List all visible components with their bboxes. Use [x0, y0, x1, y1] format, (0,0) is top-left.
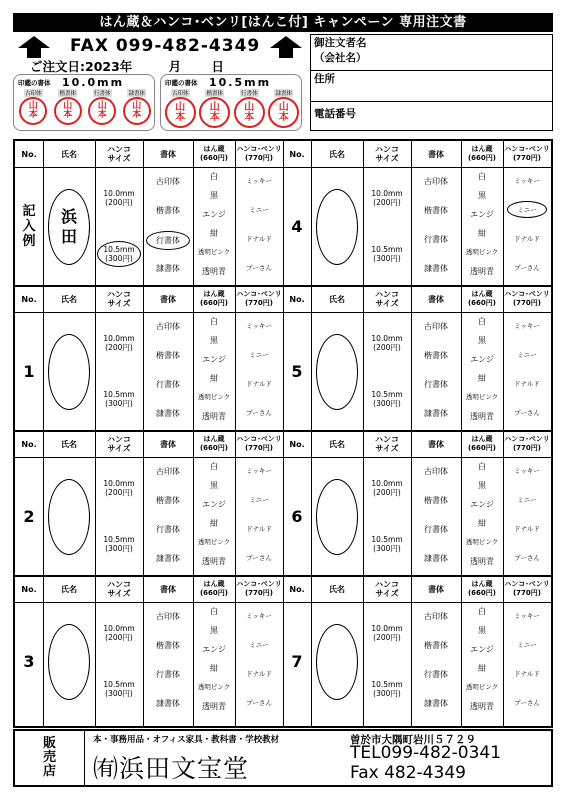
character-option[interactable]: プーさん	[514, 554, 540, 562]
header-hanzo: はん蔵 (660円)	[199, 145, 228, 162]
character-option[interactable]: ドナルド	[246, 525, 272, 533]
color-option[interactable]: 黒	[210, 626, 218, 635]
font-option[interactable]: 古印体	[156, 612, 180, 621]
header-benri: ハンコ･ベンリ (770円)	[504, 435, 550, 452]
header-benri: ハンコ･ベンリ (770円)	[504, 290, 550, 307]
address-label: 住所	[314, 73, 335, 85]
orderer-label: 御注文者名	[314, 37, 367, 49]
order-date-label: ご注文日:2023年	[30, 59, 133, 74]
shop-tel: TEL099-482-0341	[350, 743, 502, 763]
color-option[interactable]: 黒	[210, 336, 218, 345]
sample-font-label: 行書体	[93, 91, 111, 97]
name-oval[interactable]	[316, 479, 358, 555]
header-font: 書体	[160, 439, 176, 449]
character-option[interactable]: ドナルド	[246, 380, 272, 388]
color-option[interactable]: 透明青	[202, 557, 226, 566]
font-option[interactable]: 行書体	[424, 235, 448, 244]
color-option[interactable]: 透明青	[470, 412, 494, 421]
size-option-10-5mm[interactable]: 10.5mm (300円)	[103, 680, 135, 698]
header-hanzo: はん蔵 (660円)	[199, 580, 228, 597]
font-option[interactable]: 隷書体	[156, 699, 180, 708]
sample-font-label: 楷書体	[206, 91, 223, 97]
font-option[interactable]: 行書体	[424, 670, 448, 679]
header-name: 氏名	[329, 439, 345, 449]
fax-line	[18, 36, 308, 58]
header-benri: ハンコ･ベンリ (770円)	[236, 290, 282, 307]
size-option-10mm[interactable]: 10.0mm (200円)	[371, 189, 403, 207]
character-option[interactable]: ミッキー	[246, 467, 272, 475]
color-option[interactable]: 紺	[210, 664, 218, 673]
character-option[interactable]: ミニー	[517, 351, 537, 359]
stamp-sample: 山 本	[19, 97, 47, 125]
font-option[interactable]: 行書体	[156, 670, 180, 679]
row-number: 5	[291, 362, 303, 381]
character-option[interactable]: プーさん	[246, 699, 272, 707]
size-option-10mm[interactable]: 10.0mm (200円)	[103, 189, 135, 207]
header-hanzo: はん蔵 (660円)	[467, 435, 496, 452]
name-oval[interactable]: 浜 田	[48, 189, 90, 265]
fax-number: FAX 099-482-4349	[70, 36, 261, 56]
color-option[interactable]: 黒	[478, 626, 486, 635]
size-option-10mm[interactable]: 10.0mm (200円)	[371, 334, 403, 352]
color-option[interactable]: 黒	[210, 191, 218, 200]
order-table	[13, 139, 553, 728]
color-option[interactable]: 紺	[210, 519, 218, 528]
font-sample-10-5mm	[160, 74, 302, 131]
sample-font-label: 行書体	[240, 91, 258, 97]
size-option-10mm[interactable]: 10.0mm (200円)	[103, 624, 135, 642]
font-option[interactable]: 古印体	[156, 467, 180, 476]
font-option[interactable]: 古印体	[156, 177, 180, 186]
font-option[interactable]: 行書体	[146, 231, 190, 250]
size-option-10-5mm[interactable]: 10.5mm (300円)	[103, 535, 135, 553]
size-option-10-5mm[interactable]: 10.5mm (300円)	[103, 390, 135, 408]
header-benri: ハンコ･ベンリ (770円)	[504, 580, 550, 597]
order-month-label: 月	[168, 59, 182, 74]
character-option[interactable]: ミニー	[517, 641, 537, 649]
header-benri: ハンコ･ベンリ (770円)	[236, 435, 282, 452]
header-benri: ハンコ･ベンリ (770円)	[236, 580, 282, 597]
sample-title: 印鑑の書体	[18, 79, 51, 87]
font-option[interactable]: 行書体	[156, 380, 180, 389]
font-option[interactable]: 楷書体	[424, 206, 448, 215]
header-font: 書体	[428, 294, 444, 304]
color-option[interactable]: エンジ	[202, 355, 226, 364]
stamp-sample: 山 本	[54, 97, 82, 125]
header-no: No.	[289, 439, 305, 449]
font-option[interactable]: 隷書体	[424, 699, 448, 708]
character-option[interactable]: ミッキー	[246, 177, 272, 185]
name-oval[interactable]	[316, 624, 358, 700]
order-day-label: 日	[211, 59, 225, 74]
header-size: ハンコ サイズ	[375, 290, 399, 308]
character-option[interactable]: ミニー	[249, 351, 269, 359]
size-option-10mm[interactable]: 10.0mm (200円)	[371, 624, 403, 642]
color-option[interactable]: 白	[478, 462, 486, 471]
header-benri: ハンコ･ベンリ (770円)	[504, 145, 550, 162]
font-option[interactable]: 古印体	[424, 467, 448, 476]
header-name: 氏名	[61, 149, 77, 159]
sample-title: 印鑑の書体	[165, 79, 198, 87]
row-number: 1	[23, 362, 35, 381]
header-no: No.	[289, 149, 305, 159]
size-option-10mm[interactable]: 10.0mm (200円)	[371, 479, 403, 497]
name-oval[interactable]	[48, 624, 90, 700]
size-option-10mm[interactable]: 10.0mm (200円)	[103, 334, 135, 352]
header-font: 書体	[160, 294, 176, 304]
shop-name: ㈲浜田文宝堂	[93, 754, 250, 783]
header-no: No.	[21, 149, 37, 159]
phone-label: 電話番号	[314, 108, 356, 120]
header-name: 氏名	[61, 584, 77, 594]
size-option-10-5mm[interactable]: 10.5mm (300円)	[371, 245, 403, 263]
character-option[interactable]: ドナルド	[514, 235, 540, 243]
header-hanzo: はん蔵 (660円)	[467, 290, 496, 307]
sample-font-label: 古印体	[24, 91, 42, 97]
size-option-10-5mm[interactable]: 10.5mm (300円)	[371, 390, 403, 408]
character-option[interactable]: ドナルド	[246, 670, 272, 678]
address-field[interactable]	[311, 71, 552, 102]
character-option[interactable]: ミッキー	[514, 177, 540, 185]
header-name: 氏名	[61, 439, 77, 449]
color-option[interactable]: エンジ	[470, 355, 494, 364]
sample-font-label: 古印体	[171, 91, 189, 97]
company-label: （会社名）	[314, 52, 367, 64]
font-option[interactable]: 楷書体	[424, 496, 448, 505]
color-option[interactable]: エンジ	[202, 500, 226, 509]
color-option[interactable]: 黒	[478, 481, 486, 490]
sample-font-label: 楷書体	[59, 91, 76, 97]
header-size: ハンコ サイズ	[375, 435, 399, 453]
character-option[interactable]: ドナルド	[514, 670, 540, 678]
orderer-field[interactable]	[311, 35, 552, 71]
color-option[interactable]: 透明青	[470, 267, 494, 276]
color-option[interactable]: 透明青	[470, 702, 494, 711]
row-number: 7	[291, 652, 303, 671]
character-option[interactable]: ミニー	[249, 496, 269, 504]
stamp-sample: 山 本	[199, 97, 230, 128]
header-size: ハンコ サイズ	[107, 580, 131, 598]
color-option[interactable]: 透明ピンク	[465, 538, 499, 546]
color-option[interactable]: エンジ	[470, 645, 494, 654]
character-option[interactable]: ミッキー	[514, 612, 540, 620]
font-option[interactable]: 楷書体	[156, 496, 180, 505]
character-option[interactable]: ミッキー	[246, 322, 272, 330]
character-option[interactable]: プーさん	[514, 409, 540, 417]
color-option[interactable]: 透明ピンク	[465, 393, 499, 401]
color-option[interactable]: 透明ピンク	[465, 248, 499, 256]
font-option[interactable]: 楷書体	[424, 351, 448, 360]
color-option[interactable]: 透明ピンク	[465, 683, 499, 691]
customer-info-box	[310, 34, 553, 131]
header-no: No.	[21, 439, 37, 449]
shop-categories: 本・事務用品・オフィス家具・教科書・学校教材	[93, 735, 280, 745]
color-option[interactable]: 透明ピンク	[197, 393, 231, 401]
color-option[interactable]: 紺	[478, 374, 486, 383]
font-option[interactable]: 楷書体	[156, 351, 180, 360]
header-font: 書体	[160, 149, 176, 159]
character-option[interactable]: プーさん	[246, 409, 272, 417]
header-hanzo: はん蔵 (660円)	[199, 290, 228, 307]
font-option[interactable]: 行書体	[156, 525, 180, 534]
header-font: 書体	[428, 439, 444, 449]
color-option[interactable]: エンジ	[470, 210, 494, 219]
header-hanzo: はん蔵 (660円)	[199, 435, 228, 452]
order-date	[30, 57, 224, 75]
font-option[interactable]: 行書体	[424, 380, 448, 389]
font-option[interactable]: 楷書体	[424, 641, 448, 650]
font-option[interactable]: 隷書体	[156, 409, 180, 418]
row-number: 3	[23, 652, 35, 671]
character-option[interactable]: プーさん	[246, 264, 272, 272]
color-option[interactable]: 紺	[210, 374, 218, 383]
header-benri: ハンコ･ベンリ (770円)	[236, 145, 282, 162]
color-option[interactable]: エンジ	[202, 210, 226, 219]
size-option-10-5mm[interactable]: 10.5mm (300円)	[371, 680, 403, 698]
row-number: 6	[291, 507, 303, 526]
header-no: No.	[21, 584, 37, 594]
color-option[interactable]: 白	[210, 462, 218, 471]
size-option-10mm[interactable]: 10.0mm (200円)	[103, 479, 135, 497]
name-oval[interactable]	[316, 334, 358, 410]
name-oval[interactable]	[48, 334, 90, 410]
font-option[interactable]: 古印体	[424, 322, 448, 331]
character-option[interactable]: ドナルド	[246, 235, 272, 243]
header-size: ハンコ サイズ	[107, 145, 131, 163]
color-option[interactable]: エンジ	[202, 645, 226, 654]
shop-fax: Fax 482-4349	[350, 763, 466, 783]
color-option[interactable]: 白	[210, 607, 218, 616]
example-label: 記 入 例	[22, 204, 36, 249]
header-no: No.	[289, 294, 305, 304]
header-hanzo: はん蔵 (660円)	[467, 145, 496, 162]
color-option[interactable]: 透明青	[202, 702, 226, 711]
stamp-sample: 山 本	[123, 97, 151, 125]
character-option[interactable]: ドナルド	[514, 525, 540, 533]
header-no: No.	[21, 294, 37, 304]
color-option[interactable]: 透明青	[202, 412, 226, 421]
color-option[interactable]: 白	[478, 317, 486, 326]
stamp-sample: 山 本	[88, 97, 116, 125]
font-option[interactable]: 行書体	[424, 525, 448, 534]
font-option[interactable]: 楷書体	[156, 206, 180, 215]
character-option[interactable]: プーさん	[514, 264, 540, 272]
phone-field[interactable]	[311, 102, 552, 132]
header-name: 氏名	[329, 294, 345, 304]
color-option[interactable]: 透明ピンク	[197, 538, 231, 546]
stamp-sample: 山 本	[165, 97, 196, 128]
sample-size: 10.5mm	[209, 76, 272, 89]
header-hanzo: はん蔵 (660円)	[467, 580, 496, 597]
seller-label: 販 売 店	[15, 731, 85, 785]
seller-footer	[13, 729, 553, 787]
stamp-sample: 山 本	[234, 97, 265, 128]
character-option[interactable]: ミッキー	[514, 467, 540, 475]
character-option[interactable]: ミッキー	[246, 612, 272, 620]
header-font: 書体	[160, 584, 176, 594]
font-option[interactable]: 隷書体	[424, 409, 448, 418]
campaign-banner: はん蔵＆ハンコ･ベンリ[はんこ付] キャンペーン 専用注文書	[13, 13, 553, 32]
sample-font-label: 隷書体	[128, 91, 145, 97]
color-option[interactable]: 白	[210, 172, 218, 181]
row-number: 4	[291, 217, 303, 236]
font-option[interactable]: 古印体	[424, 612, 448, 621]
color-option[interactable]: 白	[478, 607, 486, 616]
font-option[interactable]: 古印体	[424, 177, 448, 186]
font-sample-10mm	[13, 74, 155, 131]
header-name: 氏名	[61, 294, 77, 304]
font-option[interactable]: 隷書体	[424, 554, 448, 563]
character-option[interactable]: ミニー	[507, 201, 547, 218]
sample-font-label: 隷書体	[275, 91, 292, 97]
header-size: ハンコ サイズ	[375, 580, 399, 598]
color-option[interactable]: 白	[210, 317, 218, 326]
font-option[interactable]: 楷書体	[156, 641, 180, 650]
color-option[interactable]: 透明ピンク	[197, 683, 231, 691]
character-option[interactable]: ミニー	[249, 641, 269, 649]
color-option[interactable]: 黒	[478, 191, 486, 200]
color-option[interactable]: 透明青	[470, 557, 494, 566]
font-option[interactable]: 隷書体	[156, 554, 180, 563]
color-option[interactable]: エンジ	[470, 500, 494, 509]
stamp-sample: 山 本	[268, 97, 299, 128]
header-size: ハンコ サイズ	[107, 435, 131, 453]
character-option[interactable]: ミッキー	[514, 322, 540, 330]
header-font: 書体	[428, 149, 444, 159]
color-option[interactable]: 紺	[210, 229, 218, 238]
font-option[interactable]: 隷書体	[156, 264, 180, 273]
color-option[interactable]: 紺	[478, 664, 486, 673]
font-option[interactable]: 古印体	[156, 322, 180, 331]
color-option[interactable]: 白	[478, 172, 486, 181]
color-option[interactable]: 透明青	[202, 267, 226, 276]
header-size: ハンコ サイズ	[375, 145, 399, 163]
color-option[interactable]: 透明ピンク	[197, 248, 231, 256]
character-option[interactable]: プーさん	[246, 554, 272, 562]
font-option[interactable]: 隷書体	[424, 264, 448, 273]
header-no: No.	[289, 584, 305, 594]
character-option[interactable]: ドナルド	[514, 380, 540, 388]
size-option-10-5mm[interactable]: 10.5mm (300円)	[97, 241, 141, 267]
shop-address: 曽於市大隅町岩川５７２９	[350, 734, 476, 746]
size-option-10-5mm[interactable]: 10.5mm (300円)	[371, 535, 403, 553]
header-name: 氏名	[329, 584, 345, 594]
character-option[interactable]: ミニー	[249, 206, 269, 214]
name-oval[interactable]	[48, 479, 90, 555]
color-option[interactable]: 紺	[478, 229, 486, 238]
color-option[interactable]: 紺	[478, 519, 486, 528]
name-oval[interactable]	[316, 189, 358, 265]
color-option[interactable]: 黒	[210, 481, 218, 490]
header-name: 氏名	[329, 149, 345, 159]
character-option[interactable]: プーさん	[514, 699, 540, 707]
character-option[interactable]: ミニー	[517, 496, 537, 504]
header-size: ハンコ サイズ	[107, 290, 131, 308]
row-number: 2	[23, 507, 35, 526]
header-font: 書体	[428, 584, 444, 594]
sample-size: 10.0mm	[62, 76, 125, 89]
color-option[interactable]: 黒	[478, 336, 486, 345]
